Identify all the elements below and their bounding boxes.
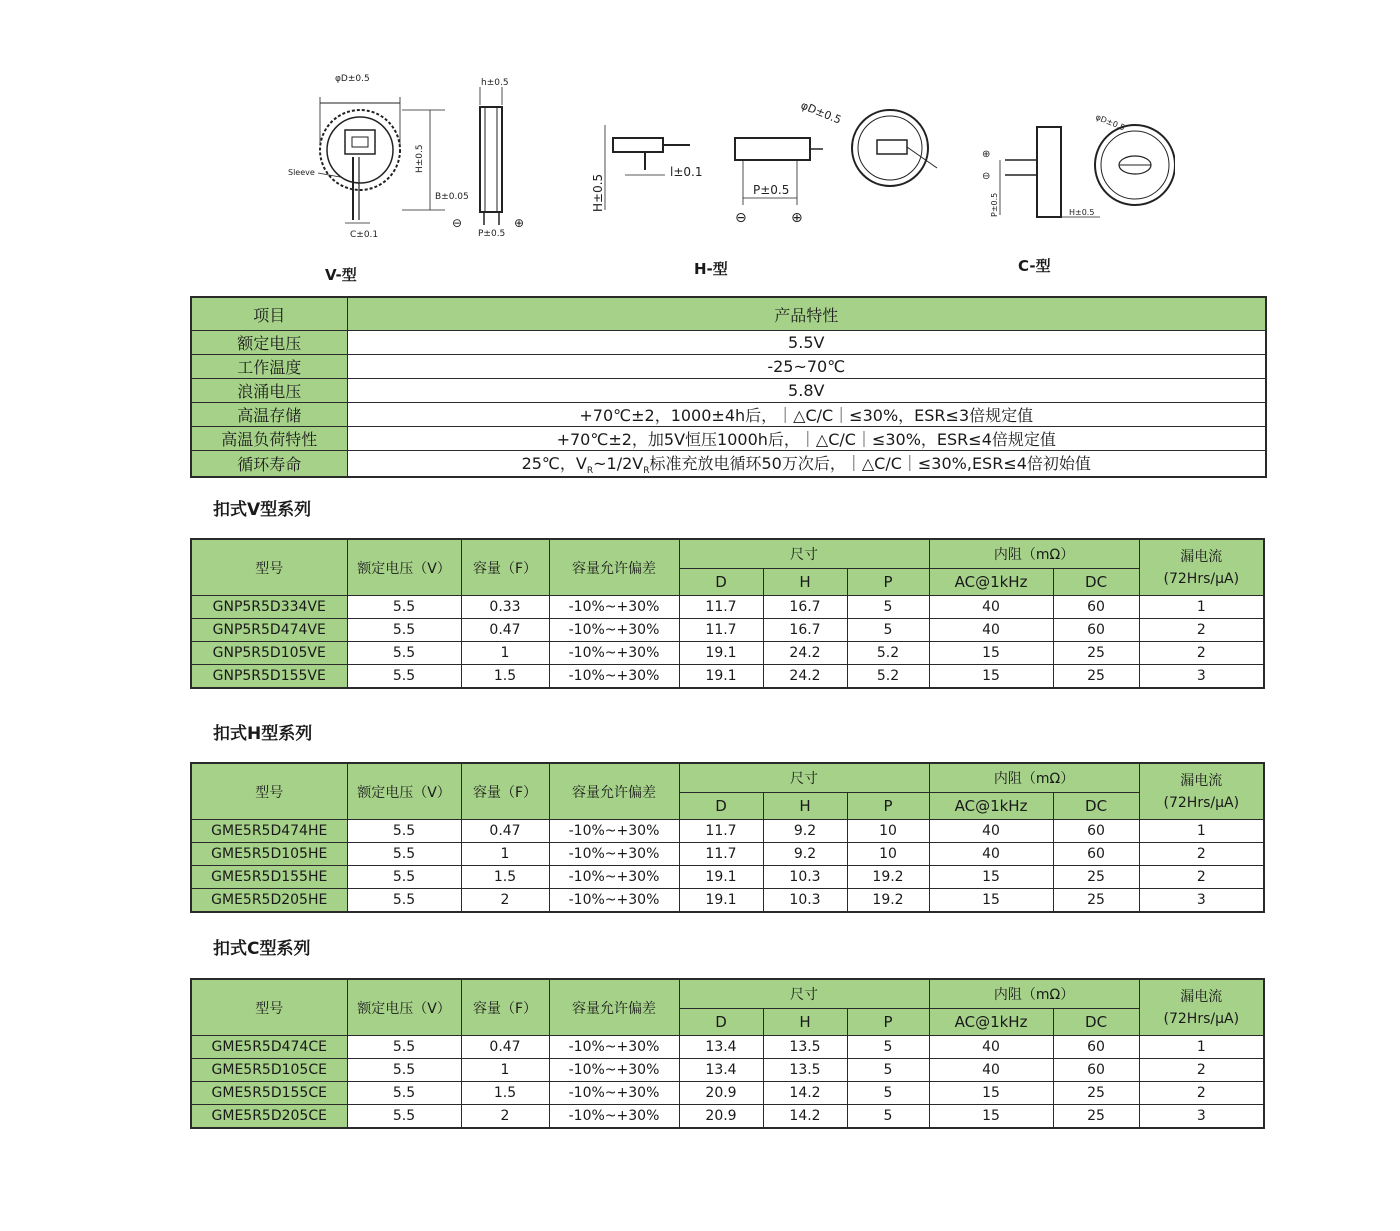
header-model: 型号	[191, 763, 347, 820]
c-type-drawing	[975, 105, 1175, 230]
property-name: 浪涌电压	[191, 379, 347, 403]
cell-dim-p: 10	[847, 843, 929, 866]
v-B-label: B±0.05	[435, 192, 469, 202]
cell-capacity: 2	[461, 889, 549, 913]
table-row	[191, 1059, 1264, 1082]
cell-voltage: 5.5	[347, 619, 461, 642]
cell-dim-d: 11.7	[679, 596, 763, 619]
cell-model: GME5R5D155HE	[191, 866, 347, 889]
cell-dim-d: 13.4	[679, 1059, 763, 1082]
c-P-label: P±0.5	[990, 192, 999, 217]
cell-tolerance: -10%~+30%	[549, 1059, 679, 1082]
header-d: D	[679, 1009, 763, 1036]
header-size: 尺寸	[679, 763, 929, 793]
header-size: 尺寸	[679, 539, 929, 569]
cell-res-dc: 60	[1053, 820, 1139, 843]
cell-tolerance: -10%~+30%	[549, 619, 679, 642]
header-h: H	[763, 569, 847, 596]
h-P-label: P±0.5	[753, 183, 790, 197]
cell-voltage: 5.5	[347, 889, 461, 913]
cell-leakage: 2	[1139, 642, 1264, 665]
cell-res-ac: 40	[929, 820, 1053, 843]
cell-res-ac: 15	[929, 1105, 1053, 1129]
cell-dim-d: 20.9	[679, 1082, 763, 1105]
cell-capacity: 1.5	[461, 866, 549, 889]
header-ac: AC@1kHz	[929, 569, 1053, 596]
properties-row	[191, 379, 1266, 403]
cell-tolerance: -10%~+30%	[549, 1036, 679, 1059]
properties-row	[191, 331, 1266, 355]
cell-dim-d: 11.7	[679, 843, 763, 866]
cell-dim-p: 5	[847, 1105, 929, 1129]
cell-dim-d: 11.7	[679, 820, 763, 843]
table-row	[191, 665, 1264, 689]
header-voltage: 额定电压（V）	[347, 979, 461, 1036]
cell-model: GNP5R5D474VE	[191, 619, 347, 642]
cell-dim-p: 5.2	[847, 642, 929, 665]
cell-res-dc: 60	[1053, 1059, 1139, 1082]
cell-res-dc: 25	[1053, 1105, 1139, 1129]
h-plus-label: ⊕	[791, 210, 803, 226]
h-dia-label: φD±0.5	[798, 98, 844, 127]
cell-tolerance: -10%~+30%	[549, 665, 679, 689]
c-plus-label: ⊕	[982, 149, 991, 160]
v-plus-label: ⊕	[514, 216, 525, 230]
properties-row	[191, 451, 1266, 478]
cell-res-ac: 15	[929, 665, 1053, 689]
header-h: H	[763, 1009, 847, 1036]
property-value: +70℃±2，加5V恒压1000h后，｜△C/C｜≤30%，ESR≤4倍规定值	[347, 427, 1266, 451]
cell-dim-p: 5	[847, 619, 929, 642]
h-H-label: H±0.5	[591, 173, 605, 212]
cell-capacity: 2	[461, 1105, 549, 1129]
header-tolerance: 容量允许偏差	[549, 763, 679, 820]
header-leakage: 漏电流 (72Hrs/μA)	[1139, 979, 1264, 1036]
cell-model: GME5R5D155CE	[191, 1082, 347, 1105]
header-resistance: 内阻（mΩ）	[929, 539, 1139, 569]
cell-leakage: 1	[1139, 596, 1264, 619]
cell-voltage: 5.5	[347, 642, 461, 665]
header-tolerance: 容量允许偏差	[549, 979, 679, 1036]
cell-dim-p: 5	[847, 1082, 929, 1105]
series-title-v: 扣式V型系列	[213, 500, 312, 520]
cell-dim-d: 20.9	[679, 1105, 763, 1129]
cell-model: GME5R5D205CE	[191, 1105, 347, 1129]
table-row	[191, 642, 1264, 665]
v-dia-label: φD±0.5	[335, 74, 370, 84]
cell-tolerance: -10%~+30%	[549, 843, 679, 866]
cell-model: GME5R5D105CE	[191, 1059, 347, 1082]
cell-res-dc: 60	[1053, 619, 1139, 642]
series-table-h	[190, 762, 1265, 913]
cell-dim-h: 13.5	[763, 1059, 847, 1082]
cell-tolerance: -10%~+30%	[549, 642, 679, 665]
c-type-caption: C-型	[1018, 257, 1051, 275]
series-table-v	[190, 538, 1265, 689]
v-minus-label: ⊖	[452, 216, 463, 230]
header-leakage: 漏电流 (72Hrs/μA)	[1139, 763, 1264, 820]
header-resistance: 内阻（mΩ）	[929, 979, 1139, 1009]
cell-leakage: 1	[1139, 820, 1264, 843]
cell-res-dc: 25	[1053, 665, 1139, 689]
header-leakage: 漏电流 (72Hrs/μA)	[1139, 539, 1264, 596]
cell-dim-p: 5	[847, 1036, 929, 1059]
cell-dim-p: 5.2	[847, 665, 929, 689]
table-row	[191, 596, 1264, 619]
cell-leakage: 2	[1139, 843, 1264, 866]
header-dc: DC	[1053, 793, 1139, 820]
cell-res-dc: 25	[1053, 889, 1139, 913]
cell-dim-p: 10	[847, 820, 929, 843]
cell-res-dc: 25	[1053, 642, 1139, 665]
v-C-label: C±0.1	[350, 230, 379, 240]
cell-res-ac: 40	[929, 619, 1053, 642]
cell-dim-h: 16.7	[763, 596, 847, 619]
table-row	[191, 619, 1264, 642]
header-voltage: 额定电压（V）	[347, 763, 461, 820]
cell-capacity: 0.47	[461, 619, 549, 642]
header-capacity: 容量（F）	[461, 539, 549, 596]
v-sleeve-label: Sleeve	[288, 168, 315, 177]
header-capacity: 容量（F）	[461, 763, 549, 820]
cell-leakage: 2	[1139, 866, 1264, 889]
cell-capacity: 1.5	[461, 1082, 549, 1105]
header-tolerance: 容量允许偏差	[549, 539, 679, 596]
properties-header-item: 项目	[191, 297, 347, 331]
table-row	[191, 1036, 1264, 1059]
cell-res-ac: 40	[929, 843, 1053, 866]
c-dia-label: φD±0.5	[1094, 112, 1127, 133]
header-p: P	[847, 569, 929, 596]
cell-dim-h: 9.2	[763, 843, 847, 866]
cell-capacity: 0.33	[461, 596, 549, 619]
h-type-drawing	[585, 90, 955, 230]
properties-row	[191, 355, 1266, 379]
cell-voltage: 5.5	[347, 596, 461, 619]
cell-res-dc: 25	[1053, 866, 1139, 889]
header-dc: DC	[1053, 1009, 1139, 1036]
property-value: 25℃，$V_R\sim 1/2V_R$标准充放电循环50万次后，｜△C/C｜≤30%,ESR≤4倍初始值	[347, 451, 1266, 478]
cell-dim-d: 19.1	[679, 866, 763, 889]
cell-tolerance: -10%~+30%	[549, 866, 679, 889]
cell-dim-h: 10.3	[763, 889, 847, 913]
cell-capacity: 1.5	[461, 665, 549, 689]
cell-res-dc: 60	[1053, 843, 1139, 866]
cell-res-ac: 40	[929, 596, 1053, 619]
v-H-label: H±0.5	[415, 144, 425, 173]
property-value: -25~70℃	[347, 355, 1266, 379]
table-row	[191, 866, 1264, 889]
cell-voltage: 5.5	[347, 866, 461, 889]
cell-dim-p: 19.2	[847, 866, 929, 889]
properties-table	[190, 296, 1267, 478]
header-resistance: 内阻（mΩ）	[929, 763, 1139, 793]
cell-dim-p: 5	[847, 596, 929, 619]
table-row	[191, 1105, 1264, 1129]
series-table-c	[190, 978, 1265, 1129]
cell-voltage: 5.5	[347, 843, 461, 866]
header-ac: AC@1kHz	[929, 1009, 1053, 1036]
cell-dim-h: 16.7	[763, 619, 847, 642]
header-capacity: 容量（F）	[461, 979, 549, 1036]
cell-dim-h: 14.2	[763, 1105, 847, 1129]
table-row	[191, 820, 1264, 843]
cell-dim-d: 19.1	[679, 665, 763, 689]
header-model: 型号	[191, 979, 347, 1036]
cell-capacity: 1	[461, 843, 549, 866]
cell-res-ac: 15	[929, 1082, 1053, 1105]
cell-model: GME5R5D105HE	[191, 843, 347, 866]
c-minus-label: ⊖	[982, 171, 991, 182]
cell-dim-p: 19.2	[847, 889, 929, 913]
header-model: 型号	[191, 539, 347, 596]
cell-tolerance: -10%~+30%	[549, 1082, 679, 1105]
cell-dim-h: 24.2	[763, 642, 847, 665]
property-value: +70℃±2，1000±4h后，｜△C/C｜≤30%，ESR≤3倍规定值	[347, 403, 1266, 427]
cell-voltage: 5.5	[347, 1059, 461, 1082]
v-P-label: P±0.5	[478, 229, 506, 239]
cell-dim-d: 19.1	[679, 642, 763, 665]
cell-model: GME5R5D474HE	[191, 820, 347, 843]
cell-model: GNP5R5D105VE	[191, 642, 347, 665]
table-row	[191, 843, 1264, 866]
cell-dim-d: 19.1	[679, 889, 763, 913]
header-ac: AC@1kHz	[929, 793, 1053, 820]
cell-dim-d: 11.7	[679, 619, 763, 642]
cell-dim-h: 24.2	[763, 665, 847, 689]
cell-leakage: 2	[1139, 1082, 1264, 1105]
header-dc: DC	[1053, 569, 1139, 596]
cell-capacity: 1	[461, 1059, 549, 1082]
properties-row	[191, 403, 1266, 427]
property-value: 5.5V	[347, 331, 1266, 355]
cell-res-ac: 40	[929, 1036, 1053, 1059]
properties-row	[191, 427, 1266, 451]
v-type-drawing	[280, 65, 540, 245]
cell-res-ac: 40	[929, 1059, 1053, 1082]
c-H-label: H±0.5	[1069, 208, 1095, 217]
v-h-label: h±0.5	[481, 78, 509, 88]
cell-capacity: 1	[461, 642, 549, 665]
cell-tolerance: -10%~+30%	[549, 1105, 679, 1129]
property-name: 高温负荷特性	[191, 427, 347, 451]
cell-leakage: 2	[1139, 619, 1264, 642]
cell-res-dc: 25	[1053, 1082, 1139, 1105]
header-d: D	[679, 793, 763, 820]
property-name: 高温存储	[191, 403, 347, 427]
property-name: 工作温度	[191, 355, 347, 379]
cell-model: GME5R5D205HE	[191, 889, 347, 913]
property-value: 5.8V	[347, 379, 1266, 403]
header-p: P	[847, 1009, 929, 1036]
series-title-c: 扣式C型系列	[213, 939, 311, 959]
cell-dim-h: 13.5	[763, 1036, 847, 1059]
cell-res-dc: 60	[1053, 596, 1139, 619]
h-type-caption: H-型	[694, 260, 728, 278]
cell-tolerance: -10%~+30%	[549, 889, 679, 913]
cell-voltage: 5.5	[347, 665, 461, 689]
cell-capacity: 0.47	[461, 820, 549, 843]
cell-leakage: 1	[1139, 1036, 1264, 1059]
cell-tolerance: -10%~+30%	[549, 596, 679, 619]
cell-model: GME5R5D474CE	[191, 1036, 347, 1059]
cell-leakage: 3	[1139, 665, 1264, 689]
header-p: P	[847, 793, 929, 820]
cell-leakage: 2	[1139, 1059, 1264, 1082]
cell-res-ac: 15	[929, 642, 1053, 665]
property-name: 循环寿命	[191, 451, 347, 478]
cell-dim-h: 9.2	[763, 820, 847, 843]
properties-header-value: 产品特性	[347, 297, 1266, 331]
cell-model: GNP5R5D155VE	[191, 665, 347, 689]
cell-model: GNP5R5D334VE	[191, 596, 347, 619]
cell-leakage: 3	[1139, 1105, 1264, 1129]
v-type-caption: V-型	[325, 266, 357, 284]
header-d: D	[679, 569, 763, 596]
header-size: 尺寸	[679, 979, 929, 1009]
cell-tolerance: -10%~+30%	[549, 820, 679, 843]
cell-voltage: 5.5	[347, 1036, 461, 1059]
property-name: 额定电压	[191, 331, 347, 355]
cell-voltage: 5.5	[347, 1105, 461, 1129]
cell-dim-p: 5	[847, 1059, 929, 1082]
cell-voltage: 5.5	[347, 1082, 461, 1105]
header-h: H	[763, 793, 847, 820]
h-l-label: l±0.1	[670, 165, 703, 179]
cell-capacity: 0.47	[461, 1036, 549, 1059]
series-title-h: 扣式H型系列	[213, 724, 313, 744]
cell-dim-h: 14.2	[763, 1082, 847, 1105]
table-row	[191, 1082, 1264, 1105]
cell-voltage: 5.5	[347, 820, 461, 843]
table-row	[191, 889, 1264, 913]
cell-res-ac: 15	[929, 866, 1053, 889]
cell-res-ac: 15	[929, 889, 1053, 913]
cell-res-dc: 60	[1053, 1036, 1139, 1059]
cell-dim-h: 10.3	[763, 866, 847, 889]
header-voltage: 额定电压（V）	[347, 539, 461, 596]
cell-dim-d: 13.4	[679, 1036, 763, 1059]
cell-leakage: 3	[1139, 889, 1264, 913]
h-minus-label: ⊖	[735, 210, 747, 226]
